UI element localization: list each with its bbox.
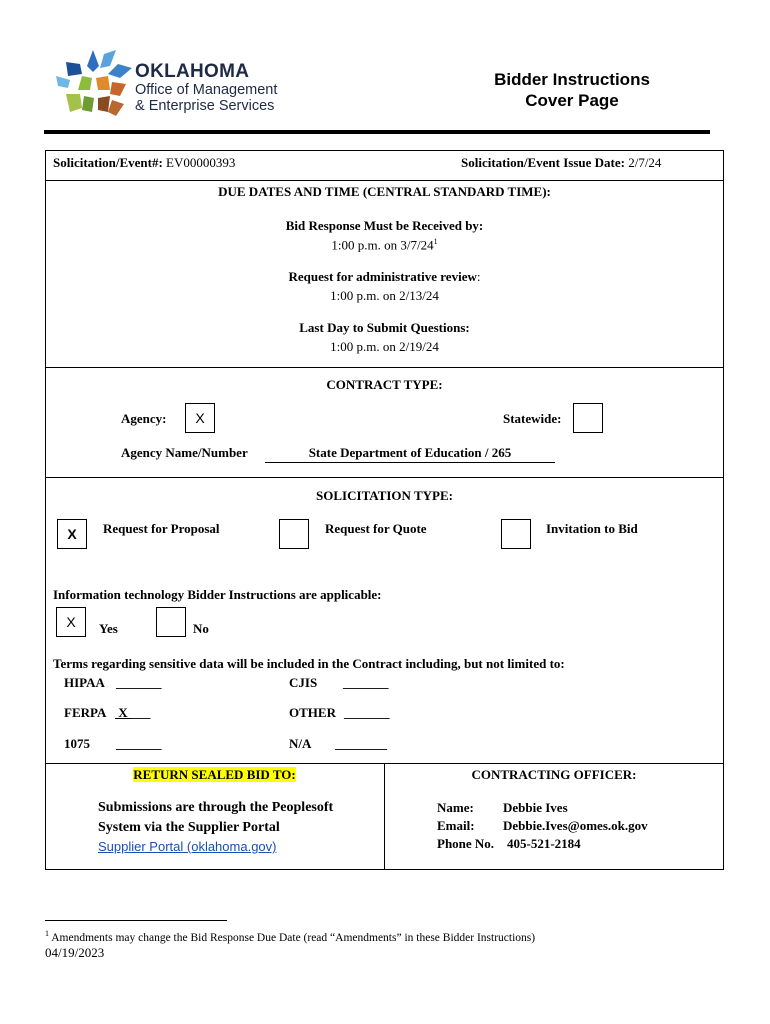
footnote-ref: 1 — [433, 237, 438, 246]
header-rule — [44, 130, 710, 134]
agency-name-value: State Department of Education / 265 — [265, 445, 555, 463]
issue-date-value: 2/7/24 — [628, 155, 662, 170]
logo — [52, 46, 134, 122]
issue-date-row — [461, 155, 661, 171]
officer-email-label: Email: — [437, 818, 475, 833]
solicitation-event-row — [53, 155, 235, 171]
officer-phone-value: 405-521-2184 — [507, 836, 581, 851]
cjis-label: CJIS — [289, 675, 318, 690]
bid-deadline-text: 1:00 p.m. on 3/7/24 — [331, 237, 434, 253]
f1075-value: _______ — [116, 736, 162, 751]
solicitation-type-heading: SOLICITATION TYPE: — [316, 488, 453, 503]
ferpa-tail: ___ — [130, 705, 151, 720]
statewide-label: Statewide: — [503, 411, 562, 426]
other-label: OTHER — [289, 705, 336, 720]
officer-email-value[interactable]: Debbie.Ives@omes.ok.gov — [503, 818, 648, 833]
agency-label: Agency: — [121, 411, 167, 426]
itb-checkbox[interactable] — [501, 519, 531, 549]
event-value: EV00000393 — [166, 155, 236, 170]
footnote — [45, 929, 535, 944]
return-bid-heading: RETURN SEALED BID TO: — [133, 767, 296, 782]
return-bid-line1: Submissions are through the Peoplesoft — [98, 800, 334, 815]
cjis-value: _______ — [343, 675, 389, 690]
bid-deadline-value — [45, 237, 724, 253]
questions-value: 1:00 p.m. on 2/19/24 — [330, 339, 439, 354]
ferpa-value-row — [115, 705, 150, 721]
it-yes-checkbox[interactable]: X — [56, 607, 86, 637]
review-label-row — [45, 269, 724, 285]
footnote-number: 1 — [45, 929, 49, 938]
rfp-checkbox[interactable]: X — [57, 519, 87, 549]
statewide-checkbox[interactable] — [573, 403, 603, 433]
agency-checkbox[interactable]: X — [185, 403, 215, 433]
agency-name-label: Agency Name/Number — [121, 445, 248, 460]
f1075-label: 1075 — [64, 736, 90, 751]
it-instructions-question: Information technology Bidder Instructions are applicable: — [53, 587, 382, 602]
event-label: Solicitation/Event#: — [53, 155, 163, 170]
ferpa-label: FERPA — [64, 705, 107, 720]
supplier-portal-link[interactable]: Supplier Portal (oklahoma.gov) — [98, 839, 277, 854]
issue-date-label: Solicitation/Event Issue Date: — [461, 155, 625, 170]
org-name-line3: & Enterprise Services — [135, 98, 275, 114]
officer-name-value: Debbie Ives — [503, 800, 568, 815]
na-label: N/A — [289, 736, 312, 751]
itb-label: Invitation to Bid — [546, 521, 638, 536]
other-value: _______ — [344, 705, 390, 720]
na-value: ________ — [335, 736, 387, 751]
contracting-officer-heading: CONTRACTING OFFICER: — [471, 767, 637, 782]
form-table — [45, 150, 724, 870]
sensitive-data-intro: Terms regarding sensitive data will be included in the Contract including, but not limited to: — [53, 656, 565, 671]
officer-name-label: Name: — [437, 800, 474, 815]
row-divider-2 — [45, 367, 724, 368]
org-name-line2: Office of Management — [135, 82, 278, 98]
revision-date: 04/19/2023 — [45, 945, 105, 960]
oklahoma-star-logo-icon — [52, 46, 134, 122]
rfq-label: Request for Quote — [325, 521, 427, 536]
doc-title-line1: Bidder Instructions — [494, 70, 650, 89]
questions-label: Last Day to Submit Questions: — [299, 320, 470, 335]
rfq-checkbox[interactable] — [279, 519, 309, 549]
return-bid-heading-wrap — [45, 767, 384, 783]
contract-type-heading: CONTRACT TYPE: — [326, 377, 443, 392]
hipaa-label: HIPAA — [64, 675, 105, 690]
return-bid-line2: System via the Supplier Portal — [98, 820, 280, 835]
it-no-checkbox[interactable] — [156, 607, 186, 637]
due-dates-heading: DUE DATES AND TIME (CENTRAL STANDARD TIME): — [218, 184, 551, 199]
doc-title-line2: Cover Page — [525, 91, 619, 110]
officer-phone-label: Phone No. — [437, 836, 495, 851]
it-no-label: No — [193, 621, 209, 636]
org-name-oklahoma: OKLAHOMA — [135, 61, 250, 82]
row-divider-1 — [45, 180, 724, 181]
bid-deadline-label: Bid Response Must be Received by: — [285, 218, 484, 233]
footnote-rule — [45, 920, 227, 921]
rfp-label: Request for Proposal — [103, 521, 220, 536]
row-divider-3 — [45, 477, 724, 478]
review-label: Request for administrative review — [288, 269, 477, 284]
it-yes-label: Yes — [99, 621, 118, 636]
ferpa-value: X — [115, 705, 131, 720]
hipaa-value: _______ — [116, 675, 162, 690]
review-value: 1:00 p.m. on 2/13/24 — [330, 288, 439, 303]
review-colon: : — [476, 269, 481, 284]
footnote-text: Amendments may change the Bid Response Due Date (read “Amendments” in these Bidder Instructions) — [51, 931, 536, 944]
